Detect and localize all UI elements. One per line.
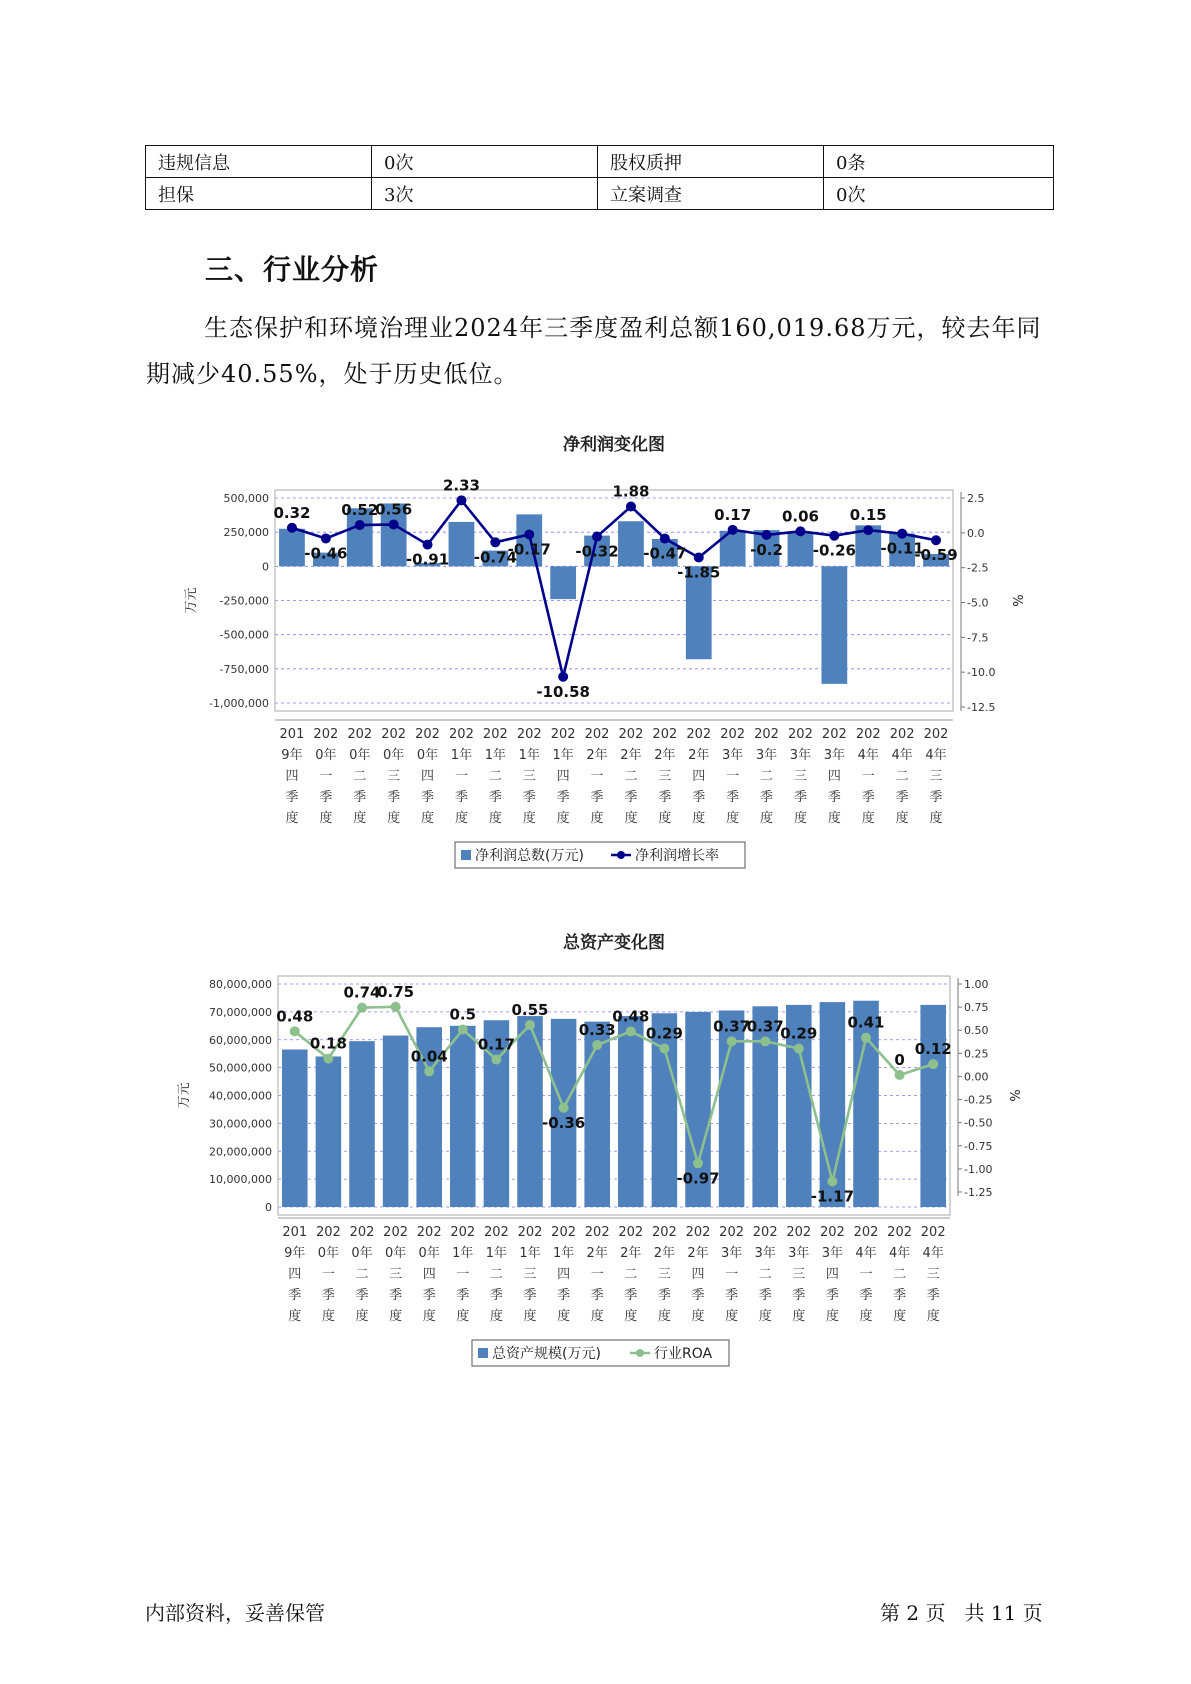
data-point <box>391 1002 401 1012</box>
data-label: 2.33 <box>442 476 480 495</box>
data-label: -0.91 <box>405 550 450 569</box>
right-tick-label: -7.5 <box>967 631 989 645</box>
right-tick-label: 0.25 <box>964 1047 989 1061</box>
x-tick-label: 202 4年二季度 <box>887 1225 913 1324</box>
data-label: 0.48 <box>612 1007 650 1026</box>
x-tick-label: 202 2年四季度 <box>686 727 712 826</box>
data-point <box>727 1036 737 1046</box>
data-point <box>592 1040 602 1050</box>
y-axis-title: 万元 <box>177 1082 192 1109</box>
table-cell: 0条 <box>824 146 1054 178</box>
y-tick-label: 500,000 <box>223 492 269 505</box>
x-tick-label: 202 3年一季度 <box>719 1225 745 1324</box>
table-cell: 0次 <box>372 146 598 178</box>
data-label: 0.55 <box>511 1000 549 1019</box>
data-point <box>659 1044 669 1054</box>
data-label: 0.29 <box>645 1024 683 1043</box>
y-tick-label: 0 <box>262 560 269 574</box>
x-tick-label: 202 0年四季度 <box>416 1225 442 1324</box>
data-point <box>525 1020 535 1030</box>
right-tick-label: -0.50 <box>964 1116 993 1130</box>
y-tick-label: 80,000,000 <box>209 978 272 991</box>
data-label: -0.26 <box>812 541 856 560</box>
table-cell: 违规信息 <box>146 146 372 178</box>
x-tick-label: 202 4年一季度 <box>853 1225 879 1324</box>
x-tick-label: 202 3年一季度 <box>720 727 746 826</box>
data-label: -0.36 <box>541 1113 586 1132</box>
data-label: -1.17 <box>810 1187 855 1206</box>
right-tick-label: -2.5 <box>967 561 989 575</box>
data-label: 0.04 <box>410 1047 448 1066</box>
data-point <box>827 1177 837 1187</box>
data-point <box>458 1025 468 1035</box>
y-tick-label: 20,000,000 <box>209 1145 272 1159</box>
right-tick-label: -0.25 <box>964 1093 993 1107</box>
footer-confidential: 内部资料，妥善保管 <box>145 1601 325 1625</box>
right-tick-label: 0.0 <box>967 526 985 540</box>
data-label: 0.33 <box>578 1020 616 1039</box>
data-label: 0.17 <box>477 1035 515 1054</box>
x-tick-label: 202 0年一季度 <box>313 727 339 826</box>
x-tick-label: 202 0年四季度 <box>415 727 440 826</box>
right-tick-label: 0.00 <box>964 1070 989 1084</box>
bar <box>282 1050 308 1207</box>
legend-bar-swatch <box>478 1348 488 1358</box>
x-tick-label: 202 1年三季度 <box>516 727 542 826</box>
bar <box>618 1016 644 1207</box>
data-point <box>424 1066 434 1076</box>
data-label: -10.58 <box>536 682 590 701</box>
y-tick-label: 30,000,000 <box>209 1117 272 1131</box>
right-tick-label: -1.25 <box>964 1186 993 1199</box>
x-tick-label: 202 4年三季度 <box>920 1225 946 1324</box>
y-tick-label: 250,000 <box>223 526 269 540</box>
data-label: -0.17 <box>507 540 551 559</box>
data-label: -0.32 <box>575 542 619 561</box>
table-cell: 立案调查 <box>598 178 824 210</box>
data-label: -0.2 <box>750 540 783 559</box>
x-tick-label: 202 1年四季度 <box>551 1225 577 1324</box>
x-tick-label: 202 3年四季度 <box>821 727 847 826</box>
data-point <box>760 1036 770 1046</box>
x-tick-label: 202 1年二季度 <box>483 1225 509 1324</box>
x-tick-label: 202 3年二季度 <box>754 727 779 826</box>
x-tick-label: 202 0年二季度 <box>349 1225 375 1324</box>
right-tick-label: 0.50 <box>964 1024 989 1038</box>
x-tick-label: 202 1年一季度 <box>449 727 474 826</box>
bar <box>450 1026 476 1207</box>
y-axis-right-title: % <box>1006 1089 1021 1102</box>
y-tick-label: 60,000,000 <box>209 1033 272 1047</box>
x-tick-label: 202 0年三季度 <box>381 727 407 826</box>
data-label: 0.29 <box>780 1024 818 1043</box>
data-point <box>861 1033 871 1043</box>
data-point <box>559 1103 569 1113</box>
x-tick-label: 202 2年二季度 <box>618 1225 644 1324</box>
y-tick-label: -1,000,000 <box>209 697 269 710</box>
x-tick-label: 202 2年二季度 <box>618 727 644 826</box>
y-tick-label: -250,000 <box>219 594 269 608</box>
data-label: 0.06 <box>781 507 819 526</box>
table-cell: 担保 <box>146 178 372 210</box>
x-tick-label: 202 1年三季度 <box>517 1225 543 1324</box>
right-tick-label: -0.75 <box>964 1139 993 1153</box>
y-tick-label: -500,000 <box>219 628 269 642</box>
x-tick-label: 201 9年四季度 <box>279 727 305 826</box>
table-cell: 股权质押 <box>598 146 824 178</box>
data-label: 0 <box>894 1051 905 1070</box>
x-tick-label: 202 0年三季度 <box>383 1225 409 1324</box>
x-tick-label: 202 3年三季度 <box>786 1225 812 1324</box>
data-label: 0.48 <box>276 1007 314 1026</box>
x-tick-label: 202 4年一季度 <box>855 727 881 826</box>
data-label: 0.37 <box>746 1017 784 1036</box>
chart-title: 净利润变化图 <box>563 435 665 455</box>
legend-line-label: 净利润增长率 <box>635 848 719 864</box>
data-label: 0.15 <box>849 506 887 525</box>
y-tick-label: 10,000,000 <box>209 1173 272 1187</box>
data-label: 1.88 <box>612 482 650 501</box>
chart-title: 总资产变化图 <box>563 933 665 953</box>
right-tick-label: -12.5 <box>967 701 996 714</box>
x-tick-label: 202 2年三季度 <box>652 727 678 826</box>
data-label: 0.56 <box>375 500 413 519</box>
x-tick-label: 202 3年三季度 <box>788 727 813 826</box>
x-tick-label: 202 0年二季度 <box>347 727 373 826</box>
right-tick-label: 2.5 <box>967 492 985 505</box>
y-tick-label: 50,000,000 <box>209 1061 272 1075</box>
legend-line-label: 行业ROA <box>654 1346 713 1362</box>
x-tick-label: 202 3年四季度 <box>819 1225 845 1324</box>
legend-line-marker <box>636 1349 644 1357</box>
x-tick-label: 202 1年四季度 <box>550 727 576 826</box>
x-tick-label: 202 1年二季度 <box>482 727 508 826</box>
data-point <box>323 1054 333 1064</box>
data-label: -0.11 <box>880 539 924 558</box>
data-label: 0.37 <box>713 1017 751 1036</box>
data-label: 0.17 <box>714 505 752 524</box>
data-point <box>626 1026 636 1036</box>
y-axis-title: 万元 <box>184 587 199 614</box>
y-axis-right-title: % <box>1009 594 1024 607</box>
data-point <box>357 1003 367 1013</box>
x-tick-label: 202 1年一季度 <box>450 1225 476 1324</box>
data-label: 0.52 <box>341 501 379 520</box>
footer-page-number: 第 2 页 共 11 页 <box>880 1601 1043 1625</box>
y-tick-label: 0 <box>265 1201 272 1214</box>
data-label: 0.18 <box>309 1034 347 1053</box>
data-point <box>290 1026 300 1036</box>
right-tick-label: 1.00 <box>964 978 989 991</box>
data-label: 0.12 <box>914 1040 952 1059</box>
right-tick-label: -5.0 <box>967 596 989 610</box>
data-label: 0.74 <box>343 983 381 1002</box>
x-tick-label: 202 3年二季度 <box>752 1225 778 1324</box>
section-paragraph: 生态保护和环境治理业2024年三季度盈利总额160,019.68万元，较去年同期减少40.55%，处于历史低位。 <box>146 314 1042 388</box>
data-label: 0.32 <box>273 503 311 522</box>
x-tick-label: 202 2年四季度 <box>685 1225 711 1324</box>
x-tick-label: 202 4年三季度 <box>923 727 949 826</box>
y-tick-label: -750,000 <box>219 662 269 676</box>
table-cell: 0次 <box>824 178 1054 210</box>
data-label: -0.97 <box>676 1169 720 1188</box>
right-tick-label: -1.00 <box>964 1162 993 1176</box>
data-label: 0.41 <box>847 1013 885 1032</box>
x-tick-label: 202 4年二季度 <box>889 727 915 826</box>
x-tick-label: 202 2年一季度 <box>584 1225 610 1324</box>
data-label: 0.75 <box>377 982 415 1001</box>
x-tick-label: 201 9年四季度 <box>282 1225 308 1324</box>
data-label: -0.59 <box>914 546 958 565</box>
section-title: 三、行业分析 <box>205 253 380 286</box>
table-cell: 3次 <box>372 178 598 210</box>
y-tick-label: 40,000,000 <box>209 1089 272 1103</box>
bar <box>920 1005 946 1207</box>
data-point <box>928 1059 938 1069</box>
data-label: 0.5 <box>449 1005 477 1024</box>
data-label: -0.46 <box>304 544 348 563</box>
data-point <box>491 1055 501 1065</box>
bar <box>349 1041 375 1207</box>
y-tick-label: 70,000,000 <box>209 1005 272 1019</box>
data-point <box>895 1070 905 1080</box>
right-tick-label: -10.0 <box>967 666 996 680</box>
x-tick-label: 202 0年一季度 <box>315 1225 341 1324</box>
right-tick-label: 0.75 <box>964 1001 989 1015</box>
bar <box>383 1036 409 1207</box>
bar <box>316 1056 342 1207</box>
legend-bar-label: 净利润总数(万元) <box>475 848 584 864</box>
data-label: -0.47 <box>643 544 687 563</box>
x-tick-label: 202 2年三季度 <box>651 1225 677 1324</box>
data-label: -1.85 <box>677 563 721 582</box>
x-tick-label: 202 2年一季度 <box>584 727 610 826</box>
legend-bar-label: 总资产规模(万元) <box>492 1346 601 1362</box>
data-point <box>693 1158 703 1168</box>
data-label: -0.74 <box>473 548 517 567</box>
data-point <box>794 1044 804 1054</box>
